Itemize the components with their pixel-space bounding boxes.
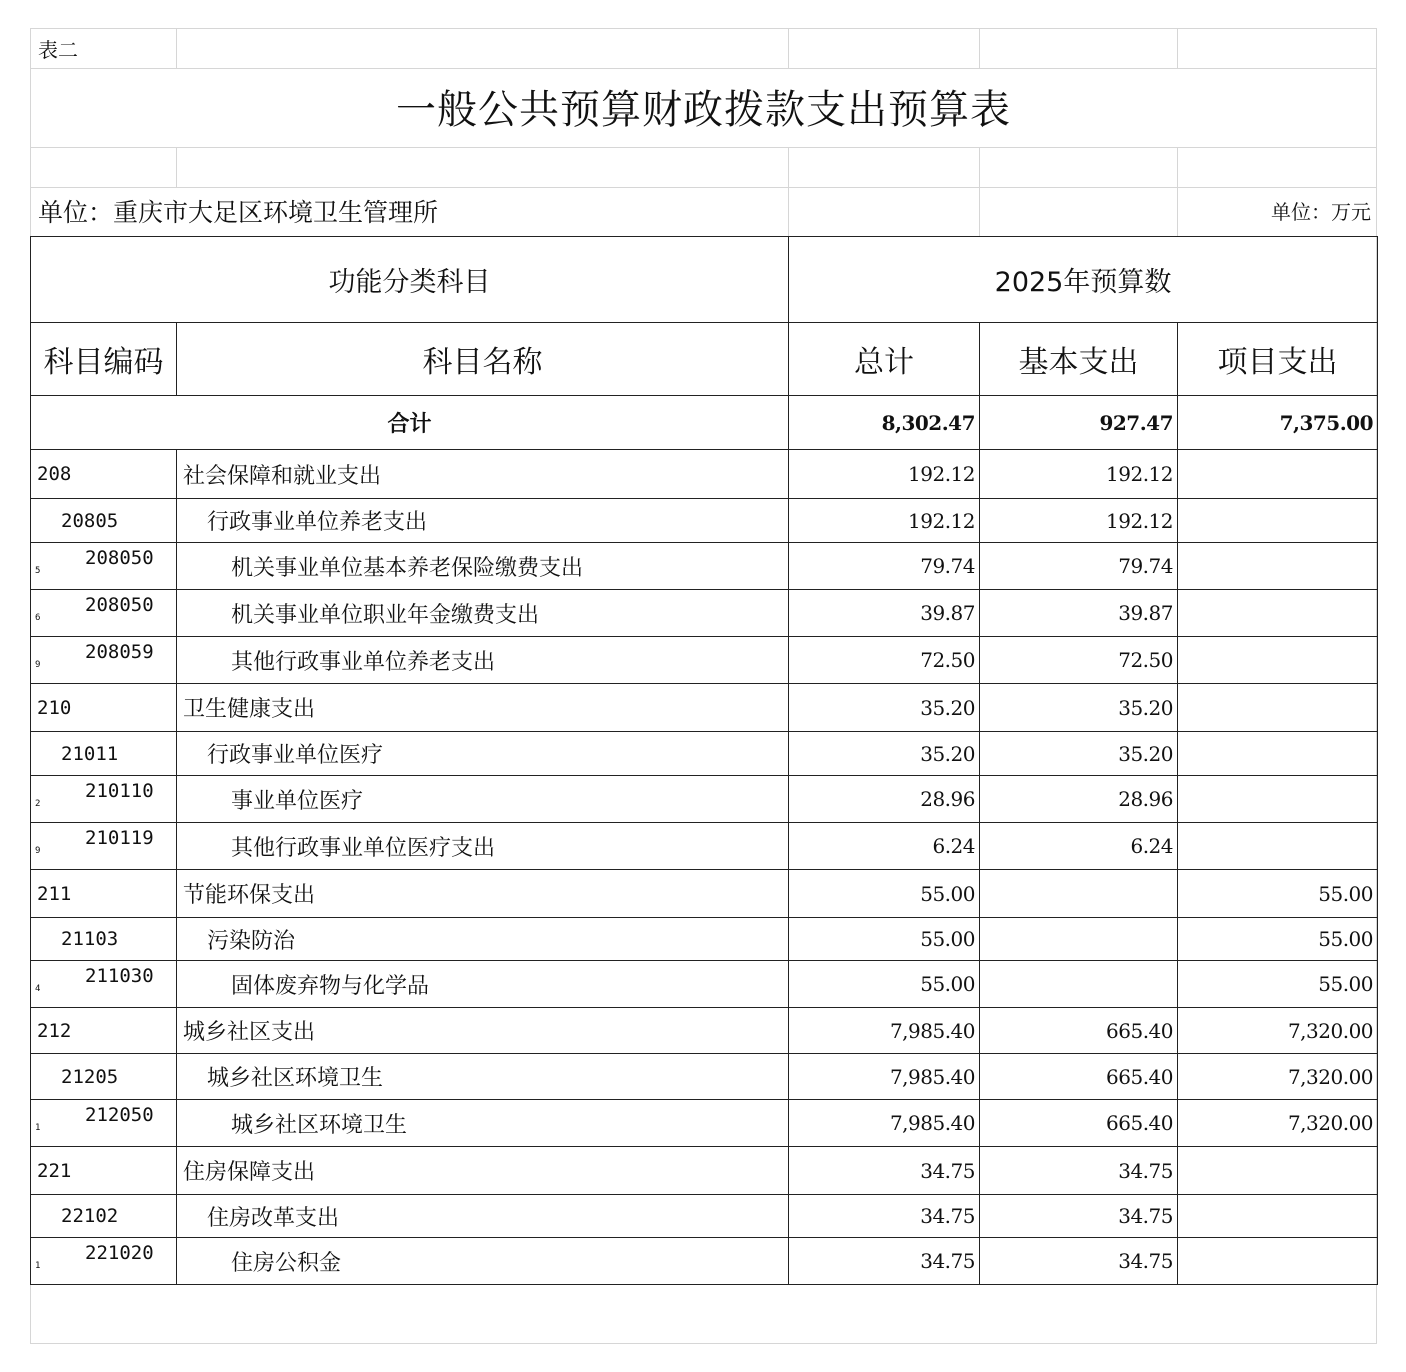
subject-code: 210110 xyxy=(85,780,154,802)
basic-amount: 72.50 xyxy=(980,637,1178,684)
subject-code-cell xyxy=(31,961,177,1008)
project-amount: 55.00 xyxy=(1178,918,1378,961)
total-amount: 7,985.40 xyxy=(789,1100,980,1147)
subject-code-overflow: 2 xyxy=(35,799,41,809)
grid-line xyxy=(788,28,789,68)
subject-code-overflow: 9 xyxy=(35,660,41,670)
total-row-basic: 927.47 xyxy=(980,396,1178,450)
subject-code: 20805 xyxy=(61,509,119,532)
budget-year-header: 2025年预算数 xyxy=(789,237,1378,323)
subject-code: 208 xyxy=(37,463,72,485)
subject-code-overflow: 5 xyxy=(35,566,41,576)
project-amount: 55.00 xyxy=(1178,870,1378,918)
subject-name: 节能环保支出 xyxy=(177,870,789,918)
project-amount xyxy=(1178,732,1378,776)
project-amount xyxy=(1178,1238,1378,1285)
table-row xyxy=(31,961,1378,1008)
project-amount xyxy=(1178,776,1378,823)
page-title: 一般公共预算财政拨款支出预算表 xyxy=(396,87,1011,133)
organization-label: 单位：重庆市大足区环境卫生管理所 xyxy=(38,198,439,227)
subject-name: 行政事业单位养老支出 xyxy=(177,499,789,543)
basic-amount xyxy=(980,961,1178,1008)
grid-line xyxy=(176,147,177,187)
basic-amount: 192.12 xyxy=(980,499,1178,543)
subject-code-cell xyxy=(31,918,177,961)
subject-code-cell xyxy=(31,450,177,499)
project-amount xyxy=(1178,1195,1378,1238)
currency-unit-label: 单位：万元 xyxy=(1271,200,1371,224)
table-row xyxy=(31,1147,1378,1195)
subject-code-cell xyxy=(31,1100,177,1147)
subject-code-cell xyxy=(31,1008,177,1054)
total-amount: 35.20 xyxy=(789,732,980,776)
subject-code: 210119 xyxy=(85,827,154,849)
project-amount xyxy=(1178,823,1378,870)
subject-name: 住房公积金 xyxy=(177,1238,789,1285)
subject-code: 212050 xyxy=(85,1104,154,1126)
subject-code: 221020 xyxy=(85,1242,154,1264)
name-header: 科目名称 xyxy=(177,323,789,396)
project-amount xyxy=(1178,499,1378,543)
basic-amount: 79.74 xyxy=(980,543,1178,590)
subject-name: 住房改革支出 xyxy=(177,1195,789,1238)
grid-line xyxy=(30,147,1377,148)
grid-line xyxy=(979,147,980,236)
grid-line xyxy=(30,68,1377,69)
subject-code: 211 xyxy=(37,882,72,905)
subject-name: 城乡社区环境卫生 xyxy=(177,1100,789,1147)
subject-name: 行政事业单位医疗 xyxy=(177,732,789,776)
basic-amount: 665.40 xyxy=(980,1008,1178,1054)
table-row xyxy=(31,823,1378,870)
project-amount xyxy=(1178,450,1378,499)
table-number-label: 表二 xyxy=(38,38,78,62)
table-row xyxy=(31,1100,1378,1147)
subject-code: 208050 xyxy=(85,594,154,616)
total-amount: 39.87 xyxy=(789,590,980,637)
subject-name: 卫生健康支出 xyxy=(177,684,789,732)
total-amount: 35.20 xyxy=(789,684,980,732)
project-amount xyxy=(1178,1147,1378,1195)
basic-amount: 34.75 xyxy=(980,1238,1178,1285)
subject-code-overflow: 1 xyxy=(35,1123,41,1133)
table-row xyxy=(31,918,1378,961)
total-row-total: 8,302.47 xyxy=(789,396,980,450)
basic-header: 基本支出 xyxy=(980,323,1178,396)
basic-amount: 192.12 xyxy=(980,450,1178,499)
total-amount: 6.24 xyxy=(789,823,980,870)
subject-name: 其他行政事业单位医疗支出 xyxy=(177,823,789,870)
basic-amount: 34.75 xyxy=(980,1195,1178,1238)
basic-amount: 28.96 xyxy=(980,776,1178,823)
subject-name: 社会保障和就业支出 xyxy=(177,450,789,499)
grid-line xyxy=(30,28,1377,29)
subject-code-cell xyxy=(31,1195,177,1238)
total-row-label: 合计 xyxy=(31,396,789,450)
project-amount xyxy=(1178,637,1378,684)
subject-code-cell xyxy=(31,684,177,732)
subject-code-overflow: 9 xyxy=(35,846,41,856)
subject-code-cell xyxy=(31,1054,177,1100)
subject-code-cell xyxy=(31,732,177,776)
basic-amount: 34.75 xyxy=(980,1147,1178,1195)
subject-code-cell xyxy=(31,543,177,590)
subject-name: 住房保障支出 xyxy=(177,1147,789,1195)
table-row xyxy=(31,1238,1378,1285)
subject-name: 污染防治 xyxy=(177,918,789,961)
subject-code-cell xyxy=(31,870,177,918)
total-amount: 34.75 xyxy=(789,1195,980,1238)
total-row-project: 7,375.00 xyxy=(1178,396,1378,450)
table-row xyxy=(31,590,1378,637)
subject-code-cell xyxy=(31,590,177,637)
table-row xyxy=(31,1008,1378,1054)
table-row xyxy=(31,543,1378,590)
header-row-1 xyxy=(31,237,1378,323)
subject-name: 城乡社区环境卫生 xyxy=(177,1054,789,1100)
subject-name: 事业单位医疗 xyxy=(177,776,789,823)
basic-amount: 35.20 xyxy=(980,732,1178,776)
subject-code: 208059 xyxy=(85,641,154,663)
subject-code: 21205 xyxy=(61,1065,119,1088)
total-amount: 192.12 xyxy=(789,499,980,543)
table-row xyxy=(31,450,1378,499)
subject-name: 固体废弃物与化学品 xyxy=(177,961,789,1008)
subject-code: 221 xyxy=(37,1159,72,1182)
total-row xyxy=(31,396,1378,450)
total-amount: 7,985.40 xyxy=(789,1008,980,1054)
func-category-header: 功能分类科目 xyxy=(31,237,789,323)
table-row xyxy=(31,1195,1378,1238)
grid-line xyxy=(1177,147,1178,236)
subject-code-cell xyxy=(31,499,177,543)
basic-amount: 6.24 xyxy=(980,823,1178,870)
subject-code-cell xyxy=(31,1238,177,1285)
total-amount: 79.74 xyxy=(789,543,980,590)
grid-line xyxy=(176,28,177,68)
table-row xyxy=(31,1054,1378,1100)
table-row xyxy=(31,776,1378,823)
subject-code: 21011 xyxy=(61,742,119,765)
grid-line xyxy=(1177,28,1178,68)
grid-line xyxy=(979,28,980,68)
subject-code: 210 xyxy=(37,696,72,719)
total-amount: 55.00 xyxy=(789,918,980,961)
project-amount xyxy=(1178,543,1378,590)
subject-code-cell xyxy=(31,823,177,870)
basic-amount xyxy=(980,918,1178,961)
total-amount: 34.75 xyxy=(789,1238,980,1285)
project-amount xyxy=(1178,590,1378,637)
project-header: 项目支出 xyxy=(1178,323,1378,396)
subject-code-cell xyxy=(31,776,177,823)
basic-amount: 35.20 xyxy=(980,684,1178,732)
total-header: 总计 xyxy=(789,323,980,396)
total-amount: 7,985.40 xyxy=(789,1054,980,1100)
subject-name: 机关事业单位基本养老保险缴费支出 xyxy=(177,543,789,590)
total-amount: 192.12 xyxy=(789,450,980,499)
table-row xyxy=(31,499,1378,543)
budget-sheet xyxy=(30,28,1377,1344)
subject-name: 城乡社区支出 xyxy=(177,1008,789,1054)
project-amount: 7,320.00 xyxy=(1178,1100,1378,1147)
subject-code: 212 xyxy=(37,1019,72,1042)
total-amount: 55.00 xyxy=(789,870,980,918)
table-row xyxy=(31,870,1378,918)
total-amount: 34.75 xyxy=(789,1147,980,1195)
table-row xyxy=(31,684,1378,732)
budget-table xyxy=(30,236,1378,1285)
subject-code-cell xyxy=(31,637,177,684)
grid-line xyxy=(30,187,1377,188)
grid-line xyxy=(30,1343,1377,1344)
subject-code-overflow: 4 xyxy=(35,984,41,994)
total-amount: 28.96 xyxy=(789,776,980,823)
subject-name: 机关事业单位职业年金缴费支出 xyxy=(177,590,789,637)
subject-code-overflow: 1 xyxy=(35,1261,41,1271)
basic-amount: 39.87 xyxy=(980,590,1178,637)
total-amount: 72.50 xyxy=(789,637,980,684)
header-row-2 xyxy=(31,323,1378,396)
code-header: 科目编码 xyxy=(31,323,177,396)
grid-line xyxy=(788,147,789,236)
subject-code-overflow: 6 xyxy=(35,613,41,623)
subject-code: 22102 xyxy=(61,1205,119,1227)
subject-code: 21103 xyxy=(61,928,119,950)
basic-amount xyxy=(980,870,1178,918)
subject-code: 211030 xyxy=(85,965,154,987)
project-amount: 7,320.00 xyxy=(1178,1008,1378,1054)
table-row xyxy=(31,637,1378,684)
total-amount: 55.00 xyxy=(789,961,980,1008)
subject-name: 其他行政事业单位养老支出 xyxy=(177,637,789,684)
subject-code-cell xyxy=(31,1147,177,1195)
basic-amount: 665.40 xyxy=(980,1100,1178,1147)
basic-amount: 665.40 xyxy=(980,1054,1178,1100)
table-row xyxy=(31,732,1378,776)
project-amount: 7,320.00 xyxy=(1178,1054,1378,1100)
subject-code: 208050 xyxy=(85,547,154,569)
project-amount xyxy=(1178,684,1378,732)
project-amount: 55.00 xyxy=(1178,961,1378,1008)
